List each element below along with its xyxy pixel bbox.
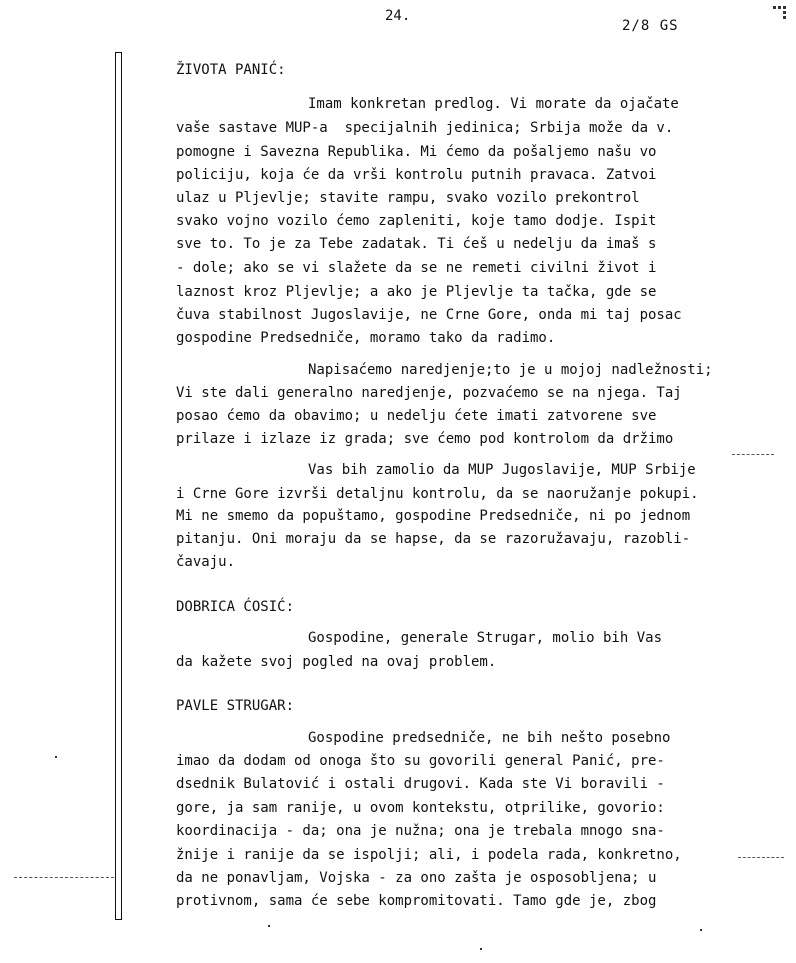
transcript-line: protivnom, sama će sebe kompromitovati. Tamo gde je, zbog — [176, 893, 657, 909]
transcript-line: da kažete svoj pogled na ovaj problem. — [176, 654, 497, 670]
transcript-line: policiju, koja će da vrši kontrolu putnih pravaca. Zatvoi — [176, 167, 657, 183]
transcript-line: Gospodine, generale Strugar, molio bih Vas — [308, 630, 663, 646]
scan-speck — [480, 948, 482, 950]
speaker-name: PAVLE STRUGAR: — [176, 698, 295, 714]
transcript-line: čavaju. — [176, 554, 236, 570]
document-code: 2/8 GS — [622, 18, 679, 34]
scan-speck — [732, 454, 774, 456]
scan-speck — [14, 877, 114, 879]
scan-speck — [738, 857, 784, 859]
transcript-line: pomogne i Savezna Republika. Mi ćemo da pošaljemo našu vo — [176, 144, 657, 160]
transcript-line: imao da dodam od onoga što su govorili general Panić, pre- — [176, 753, 665, 769]
scan-speck — [55, 756, 57, 758]
transcript-line: laznost kroz Pljevlje; a ako je Pljevlje ta tačka, gde se — [176, 284, 657, 300]
transcript-line: svako vojno vozilo ćemo zapleniti, koje tamo dodje. Ispit — [176, 213, 657, 229]
page-number: 24. — [385, 8, 411, 24]
transcript-line: prilaze i izlaze iz grada; sve ćemo pod kontrolom da držimo — [176, 431, 674, 447]
transcript-line: koordinacija - da; ona je nužna; ona je trebala mnogo sna- — [176, 823, 665, 839]
transcript-line: Gospodine predsedniče, ne bih nešto posebno — [308, 730, 671, 746]
transcript-line: dsednik Bulatović i ostali drugovi. Kada ste Vi boravili - — [176, 776, 665, 792]
transcript-line: da ne ponavljam, Vojska - za ono zašta je osposobljena; u — [176, 870, 657, 886]
transcript-line: gospodine Predsedniče, moramo tako da radimo. — [176, 330, 556, 346]
transcript-line: Mi ne smemo da popuštamo, gospodine Predsedniče, ni po jednom — [176, 508, 691, 524]
transcript-line: Napisaćemo naredjenje;to je u mojoj nadležnosti; — [308, 362, 713, 378]
scan-speck — [268, 925, 270, 927]
speaker-name: DOBRICA ĆOSIĆ: — [176, 599, 295, 615]
transcript-line: sve to. To je za Tebe zadatak. Ti ćeš u nedelju da imaš s — [176, 236, 657, 252]
transcript-line: pitanju. Oni moraju da se hapse, da se razoružavaju, razobli- — [176, 531, 691, 547]
transcript-line: Vas bih zamolio da MUP Jugoslavije, MUP Srbije — [308, 462, 696, 478]
speaker-name: ŽIVOTA PANIĆ: — [176, 62, 286, 78]
transcript-line: ulaz u Pljevlje; stavite rampu, svako vozilo prekontrol — [176, 190, 640, 206]
transcript-line: - dole; ako se vi slažete da se ne remeti civilni život i — [176, 260, 657, 276]
transcript-line: Vi ste dali generalno naredjenje, pozvaćemo se na njega. Taj — [176, 385, 682, 401]
scan-speck — [700, 929, 702, 931]
transcript-line: žnije i ranije da se ispolji; ali, i podela rada, konkretno, — [176, 847, 682, 863]
transcript-line: vaše sastave MUP-a specijalnih jedinica; Srbija može da v. — [176, 120, 674, 136]
transcript-line: Imam konkretan predlog. Vi morate da ojačate — [308, 96, 679, 112]
transcript-line: i Crne Gore izvrši detaljnu kontrolu, da se naoružanje pokupi. — [176, 486, 699, 502]
transcript-line: posao ćemo da obavimo; u nedelju ćete imati zatvorene sve — [176, 408, 657, 424]
transcript-line: čuva stabilnost Jugoslavije, ne Crne Gore, onda mi taj posac — [176, 307, 682, 323]
margin-bar — [115, 52, 122, 920]
transcript-line: gore, ja sam ranije, u ovom kontekstu, otprilike, govorio: — [176, 800, 665, 816]
scan-corner-mark — [773, 6, 786, 19]
